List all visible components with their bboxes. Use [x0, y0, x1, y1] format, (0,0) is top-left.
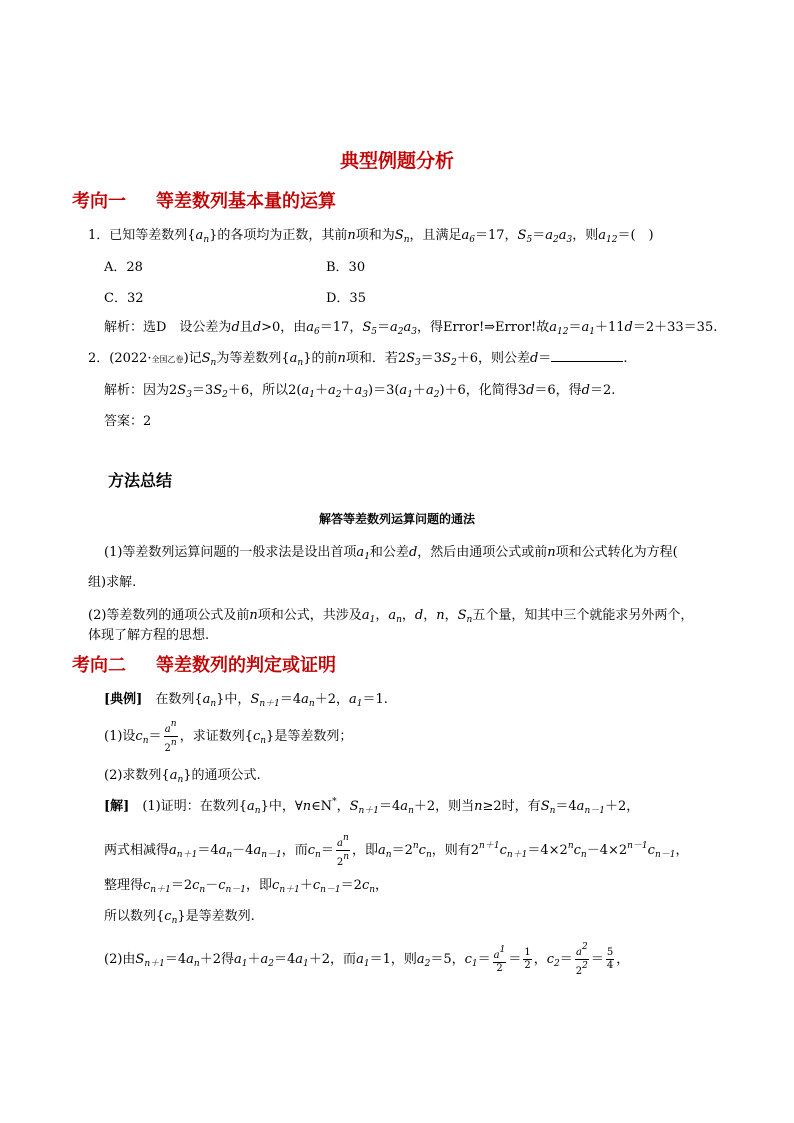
- question-2-solution: 解析：因为$2S_3=3S_2+6$，所以$2(a_1+a_2+a_3)=3(a_1+a_2)+6$，化简得3d＝6，得d＝2.: [104, 383, 616, 400]
- section-2-label: 考向二: [72, 655, 126, 676]
- example-stem: [典例] 在数列$\{a_n\}$中，$S_{n+1}=4a_n+2$，$a_1=1$.: [104, 692, 388, 709]
- fraction-an-over-2n: $\frac{an}{2n}$: [164, 719, 177, 754]
- question-2-answer: 答案：2: [104, 414, 152, 429]
- method-summary-heading: 方法总结: [108, 471, 173, 490]
- solution-line-2: 两式相减得$a_{n+1}=4a_n-4a_{n-1}$，而$c_n=$ $\frac{an}{2n}$ ，即$a_n=2^nc_n$，则有$2^{n+1}c_{n+1}=4\times 2^nc_n-4\times 2^{n-1}c_{n-1}$，: [104, 833, 689, 868]
- solution-line-3: 整理得$c_{n+1}=2c_n-c_{n-1}$，即$c_{n+1}+c_{n-1}=2c_n$，: [104, 878, 389, 895]
- method-paragraph-2: (2)等差数列的通项公式及前n项和公式，共涉及$a_1$，$a_n$，d，n，$S_n$五个量，知其中三个就能求另外两个，: [88, 608, 694, 625]
- example-part-2: (2)求数列$\{a_n\}$的通项公式.: [104, 768, 261, 785]
- option-a: A．28: [104, 260, 143, 275]
- section-2-subtitle: 等差数列的判定或证明: [156, 655, 336, 676]
- example-part-1: (1)设$c_n=$ $\frac{an}{2n}$ ，求证数列$\{c_n\}$是等差数列；: [104, 719, 353, 754]
- method-paragraph-2-cont: 体现了解方程的思想.: [88, 628, 210, 643]
- section-1-label: 考向一: [72, 191, 126, 212]
- section-2-heading: [72, 651, 336, 677]
- question-2-stem: 2．(2022·全国乙卷)记$S_n$为等差数列$\{a_n\}$的前n项和．若$2S_3=3S_2+6$，则公差d＝ .: [88, 351, 628, 368]
- page-title: 典型例题分析: [339, 150, 454, 172]
- source-label: 全国乙卷: [151, 355, 184, 364]
- solution-line-4: 所以数列$\{c_n\}$是等差数列.: [104, 909, 255, 926]
- option-d: D．35: [326, 291, 366, 306]
- method-summary-title: 解答等差数列运算问题的通法: [318, 512, 475, 526]
- solution-line-1: [解] (1)证明：在数列$\{a_n\}$中，∀n∈N*，$S_{n+1}=4a_n+2$，则当n≥2时，有$S_n=4a_{n-1}+2$，: [104, 797, 640, 816]
- question-1-solution: 解析：选D 设公差为d且d>0，由$a_6=17$，$S_5=a_2a_3$，得Error!⇒Error!故$a_{12}=a_1+11d=2+33=35$.: [104, 320, 718, 337]
- answer-blank: [551, 350, 623, 362]
- solution-line-5: (2)由$S_{n+1}=4a_n+2$得$a_1+a_2=4a_1+2$，而$a_1=1$，则$a_2=5$，$c_1=$ $\frac{a1}{2}$ ＝ $\frac{1}{2}$ ，$c_2=$ $\frac{a2}{22}$ ＝ $\frac{5}{4}$ ，: [104, 942, 630, 977]
- method-paragraph-1: (1)等差数列运算问题的一般求法是设出首项$a_1$和公差d，然后由通项公式或前n项和公式转化为方程(: [104, 545, 678, 562]
- option-c: C．32: [104, 291, 144, 306]
- option-b: B．30: [326, 260, 366, 275]
- question-1-stem: 1．已知等差数列$\{a_n\}$的各项均为正数，其前n项和为$S_n$，且满足$a_6=17$，$S_5=a_2a_3$，则$a_{12}=$( ): [88, 228, 654, 245]
- section-1-subtitle: 等差数列基本量的运算: [156, 191, 336, 212]
- section-1-heading: [72, 187, 336, 213]
- method-paragraph-1-cont: 组)求解.: [88, 575, 137, 590]
